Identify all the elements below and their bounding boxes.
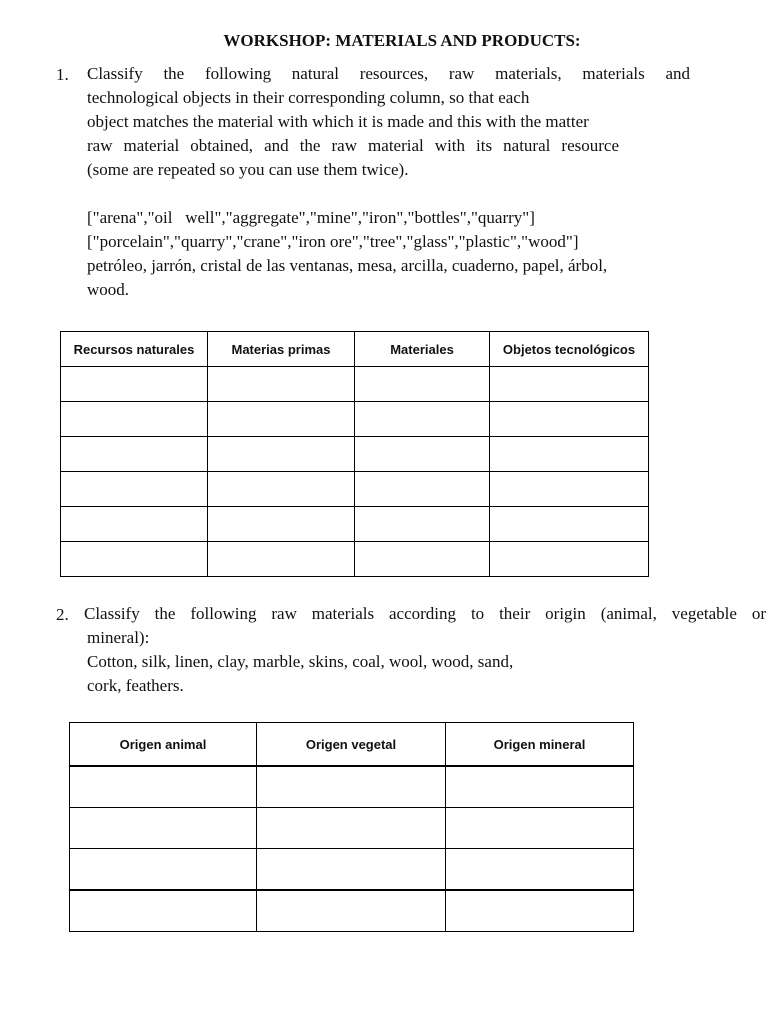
word-list-2: ["porcelain","quarry","crane","iron ore","tree","glass","plastic","wood"] <box>87 232 579 251</box>
table-cell[interactable] <box>61 402 208 437</box>
table-cell[interactable] <box>257 849 446 891</box>
table-row <box>61 402 649 437</box>
table-cell[interactable] <box>208 507 355 542</box>
table-cell[interactable] <box>70 808 257 849</box>
table-cell[interactable] <box>490 472 649 507</box>
table-cell[interactable] <box>355 402 490 437</box>
table-cell[interactable] <box>257 808 446 849</box>
table-cell[interactable] <box>446 890 634 932</box>
header-materias-primas: Materias primas <box>208 332 355 367</box>
classification-table-2 <box>69 722 634 932</box>
question-1-line-3: object matches the material with which it is made and this with the matter <box>87 112 589 131</box>
table-cell[interactable] <box>61 437 208 472</box>
header-objetos-tecnologicos: Objetos tecnológicos <box>490 332 649 367</box>
header-origen-animal: Origen animal <box>70 723 257 767</box>
table-row <box>61 472 649 507</box>
word-list-1: ["arena","oil well","aggregate","mine","iron","bottles","quarry"] <box>87 208 535 227</box>
question-2-line-1: Classify the following raw materials according to their origin (animal, vegetable or <box>84 604 766 623</box>
header-recursos-naturales: Recursos naturales <box>61 332 208 367</box>
table-cell[interactable] <box>446 849 634 891</box>
table-row <box>70 849 634 891</box>
question-1-word-lists <box>87 206 687 302</box>
table-cell[interactable] <box>208 402 355 437</box>
table-cell[interactable] <box>257 890 446 932</box>
table-cell[interactable] <box>355 472 490 507</box>
table-cell[interactable] <box>355 507 490 542</box>
question-2-line-3: Cotton, silk, linen, clay, marble, skins, coal, wool, wood, sand, <box>87 652 514 671</box>
header-origen-vegetal: Origen vegetal <box>257 723 446 767</box>
question-2-line-2: mineral): <box>87 628 150 647</box>
table-cell[interactable] <box>355 542 490 577</box>
table-cell[interactable] <box>208 367 355 402</box>
table-cell[interactable] <box>208 542 355 577</box>
table-cell[interactable] <box>70 849 257 891</box>
classification-table-1 <box>60 331 649 577</box>
table-cell[interactable] <box>355 367 490 402</box>
table-row <box>61 367 649 402</box>
table-cell[interactable] <box>490 402 649 437</box>
worksheet-title: WORKSHOP: MATERIALS AND PRODUCTS: <box>223 31 581 50</box>
question-1-line-1: Classify the following natural resources, raw materials, materials and <box>87 64 690 83</box>
header-materiales: Materiales <box>355 332 490 367</box>
table-cell[interactable] <box>446 766 634 808</box>
table-row <box>61 437 649 472</box>
question-1-line-4: raw material obtained, and the raw material with its natural resource <box>87 136 619 155</box>
table-cell[interactable] <box>70 890 257 932</box>
table-cell[interactable] <box>208 437 355 472</box>
table-cell[interactable] <box>61 367 208 402</box>
table-cell[interactable] <box>490 367 649 402</box>
question-1-number: 1. <box>56 65 69 84</box>
table-cell[interactable] <box>355 437 490 472</box>
table-cell[interactable] <box>490 437 649 472</box>
table-cell[interactable] <box>257 766 446 808</box>
table-row <box>70 766 634 808</box>
question-1-line-5: (some are repeated so you can use them twice). <box>87 160 409 179</box>
question-1-text <box>87 62 690 182</box>
table-row <box>61 542 649 577</box>
question-2-line-4: cork, feathers. <box>87 676 184 695</box>
table-cell[interactable] <box>490 542 649 577</box>
question-1-line-2: technological objects in their corresponding column, so that each <box>87 88 530 107</box>
table-cell[interactable] <box>61 507 208 542</box>
word-list-4: wood. <box>87 280 130 299</box>
header-origen-mineral: Origen mineral <box>446 723 634 767</box>
table-row <box>61 507 649 542</box>
table-cell[interactable] <box>490 507 649 542</box>
table-cell[interactable] <box>61 542 208 577</box>
question-2-number: 2. <box>56 605 69 624</box>
table-cell[interactable] <box>70 766 257 808</box>
table-cell[interactable] <box>61 472 208 507</box>
word-list-3: petróleo, jarrón, cristal de las ventanas, mesa, arcilla, cuaderno, papel, árbol, <box>87 256 608 275</box>
table-row <box>70 808 634 849</box>
table-cell[interactable] <box>446 808 634 849</box>
table-row <box>70 890 634 932</box>
question-2-text <box>84 602 766 698</box>
table-cell[interactable] <box>208 472 355 507</box>
